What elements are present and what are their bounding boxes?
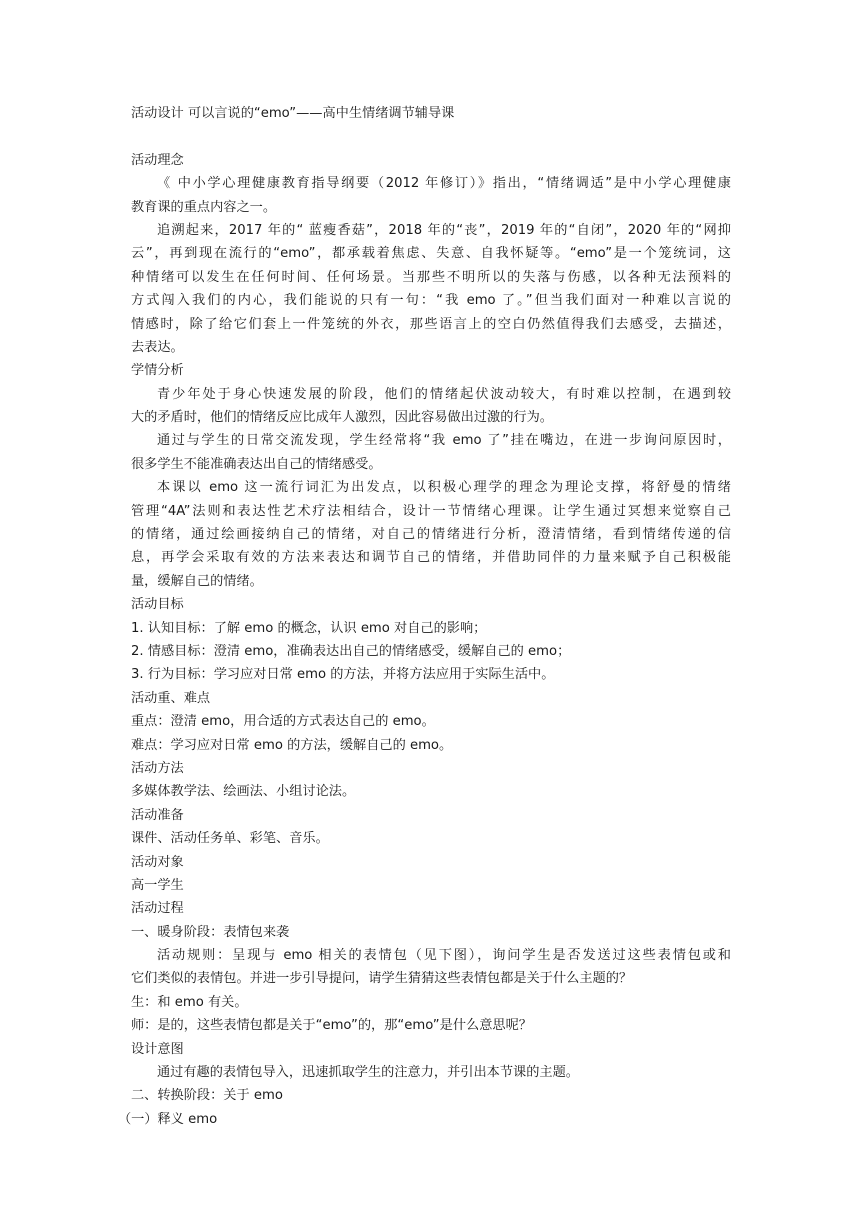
stage-heading: 二、转换阶段：关于 emo (131, 1088, 283, 1104)
paragraph-line: 云”，再到现在流行的“emo”，都承载着焦虑、失意、自我怀疑等。“emo”是一个笼统词，这 (131, 246, 731, 262)
paragraph-line: 教育课的重点内容之一。 (131, 199, 277, 215)
paragraph-line: 量，缓解自己的情绪。 (131, 573, 263, 589)
key-point-item: 重点：澄清 emo，用合适的方式表达自己的 emo。 (131, 714, 435, 730)
subsection-heading: （一）释义 emo (118, 1111, 218, 1127)
goal-item: 1. 认知目标：了解 emo 的概念，认识 emo 对自己的影响； (131, 620, 487, 636)
section-heading-methods: 活动方法 (131, 760, 184, 776)
stage-heading: 一、暖身阶段：表情包来袭 (131, 924, 290, 940)
paragraph-line: 通过与学生的日常交流发现，学生经常将“我 emo 了”挂在嘴边，在进一步询问原因时， (157, 433, 731, 449)
section-heading-process: 活动过程 (131, 901, 184, 917)
paragraph-line: 青少年处于身心快速发展的阶段，他们的情绪起伏波动较大，有时难以控制，在遇到较 (157, 386, 731, 402)
dialogue-line: 师：是的，这些表情包都是关于“emo”的，那“emo”是什么意思呢？ (131, 1018, 532, 1034)
paragraph-line: 追溯起来，2017 年的“ 蓝瘦香菇”，2018 年的“丧”，2019 年的“自闭”，2020 年的“网抑 (157, 222, 731, 238)
paragraph-line: 活动规则：呈现与 emo 相关的表情包（见下图），询问学生是否发送过这些表情包或和 (157, 948, 731, 964)
paragraph-line: 息，再学会采取有效的方法来表达和调节自己的情绪，并借助同伴的力量来赋予自己积极能 (131, 550, 731, 566)
paragraph-line: 大的矛盾时，他们的情绪反应比成年人激烈，因此容易做出过激的行为。 (131, 410, 553, 426)
paragraph-line: 多媒体教学法、绘画法、小组讨论法。 (131, 784, 356, 800)
section-heading-key-points: 活动重、难点 (131, 690, 211, 706)
section-heading-goals: 活动目标 (131, 597, 184, 613)
paragraph-line: 方式闯入我们的内心，我们能说的只有一句：“我 emo 了。”但当我们面对一种难以言说的 (131, 293, 731, 309)
document-body (118, 102, 731, 1131)
paragraph-line: 《 中小学心理健康教育指导纲要（2012 年修订）》指出，“情绪调适”是中小学心理健康 (157, 176, 731, 192)
paragraph-line: 它们类似的表情包。并进一步引导提问，请学生猜猜这些表情包都是关于什么主题的？ (131, 971, 633, 987)
paragraph-line: 很多学生不能准确表达出自己的情绪感受。 (131, 456, 382, 472)
paragraph-line: 种情绪可以发生在任何时间、任何场景。当那些不明所以的失落与伤感，以各种无法预料的 (131, 269, 731, 285)
paragraph-line: 管理“4A”法则和表达性艺术疗法相结合，设计一节情绪心理课。让学生通过冥想来觉察自己 (131, 503, 731, 519)
paragraph-line: 高一学生 (131, 877, 184, 893)
goal-item: 2. 情感目标：澄清 emo，准确表达出自己的情绪感受，缓解自己的 emo； (131, 643, 571, 659)
dialogue-line: 生：和 emo 有关。 (131, 994, 248, 1010)
document-title: 活动设计 可以言说的“emo”——高中生情绪调节辅导课 (131, 106, 455, 121)
section-heading-design-intent: 设计意图 (131, 1041, 184, 1057)
paragraph-line: 通过有趣的表情包导入，迅速抓取学生的注意力，并引出本节课的主题。 (157, 1065, 579, 1081)
section-heading-audience: 活动对象 (131, 854, 184, 870)
paragraph-line: 本课以 emo 这一流行词汇为出发点，以积极心理学的理念为理论支撑，将舒曼的情绪 (157, 480, 731, 496)
section-heading-preparation: 活动准备 (131, 807, 184, 823)
section-heading-analysis: 学情分析 (131, 363, 184, 379)
key-point-item: 难点：学习应对日常 emo 的方法，缓解自己的 emo。 (131, 737, 453, 753)
paragraph-line: 课件、活动任务单、彩笔、音乐。 (131, 831, 329, 847)
goal-item: 3. 行为目标：学习应对日常 emo 的方法，并将方法应用于实际生活中。 (131, 667, 555, 683)
paragraph-line: 情感时，除了给它们套上一件笼统的外衣，那些语言上的空白仍然值得我们去感受，去描述， (131, 316, 731, 332)
paragraph-line: 的情绪，通过绘画接纳自己的情绪，对自己的情绪进行分析，澄清情绪，看到情绪传递的信 (131, 527, 731, 543)
paragraph-line: 去表达。 (131, 339, 184, 355)
section-heading-philosophy: 活动理念 (131, 152, 184, 168)
